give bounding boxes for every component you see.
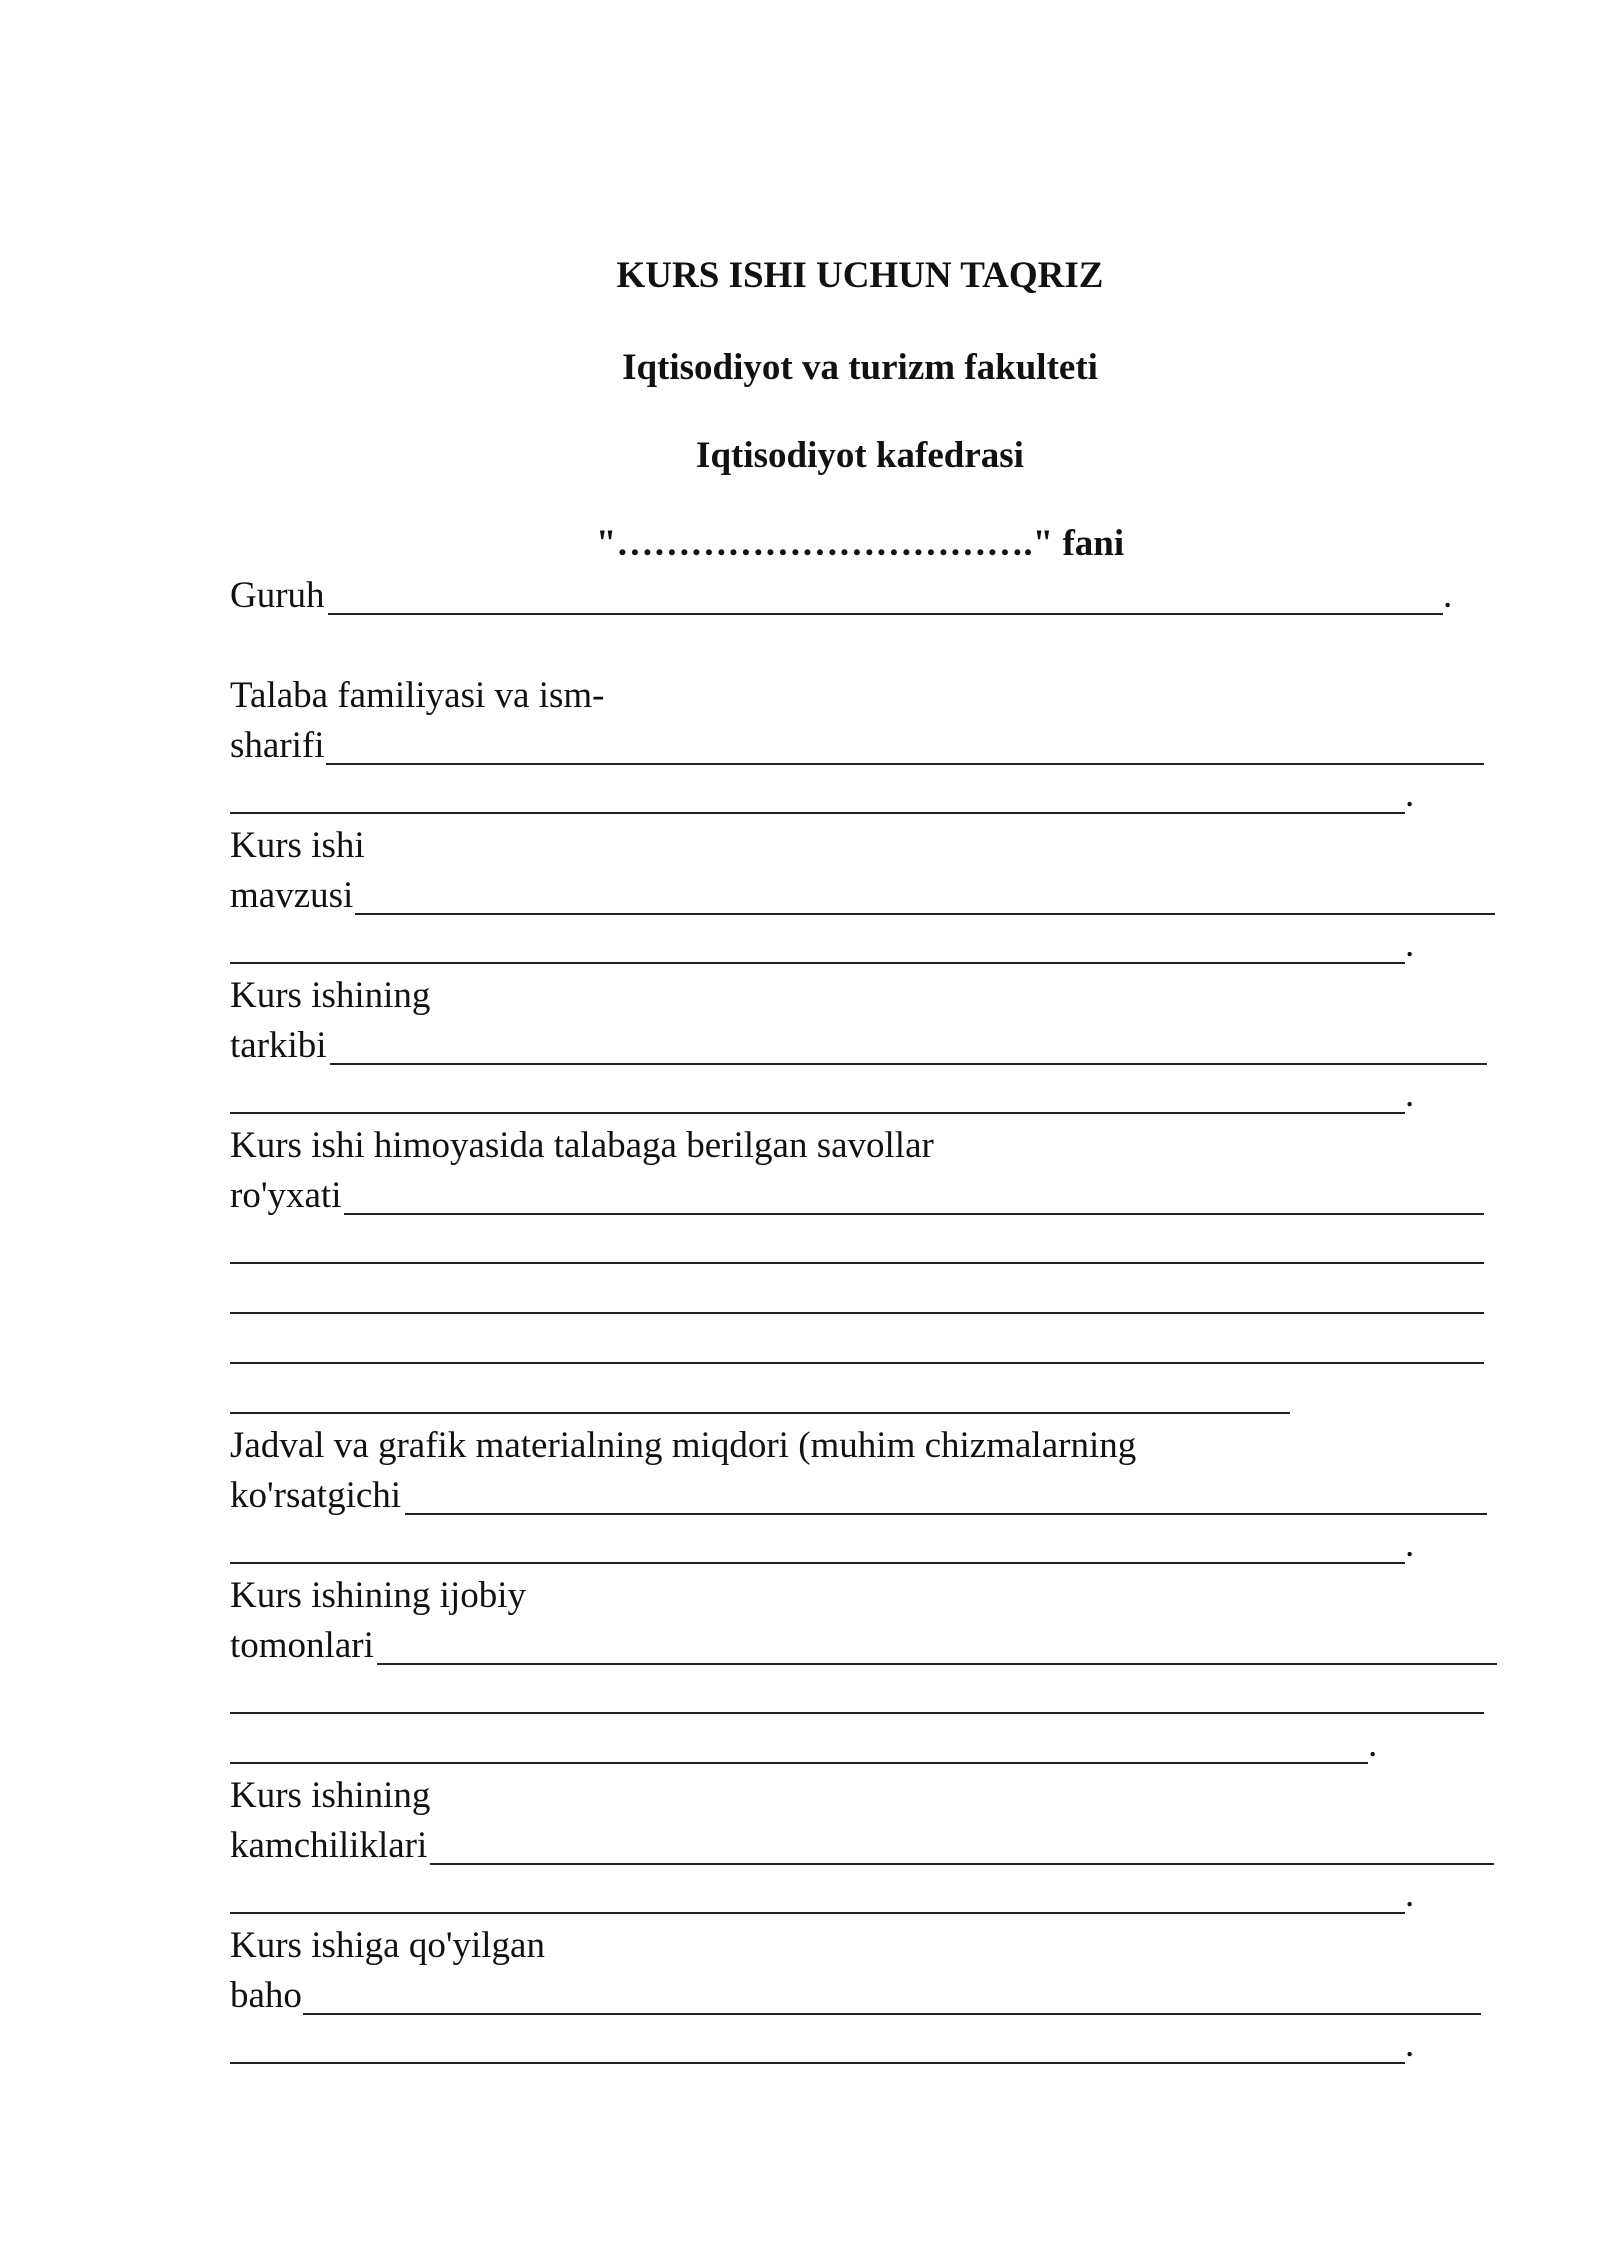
grade-line-end: . xyxy=(1405,2024,1415,2065)
positives-line-3[interactable] xyxy=(230,1762,1368,1764)
tables-label-line1: Jadval va grafik materialning miqdori (muhim chizmalarning xyxy=(230,1425,1137,1466)
department-name: Iqtisodiyot kafedrasi xyxy=(696,435,1024,476)
structure-line-end: . xyxy=(1405,1074,1415,1115)
questions-line-4[interactable] xyxy=(230,1362,1484,1364)
positives-line-2[interactable] xyxy=(230,1712,1484,1714)
structure-label-line1: Kurs ishining xyxy=(230,975,431,1016)
student-line-end: . xyxy=(1405,774,1415,815)
grade-label-line2: baho xyxy=(230,1975,302,2016)
shortcomings-label-line1: Kurs ishining xyxy=(230,1775,431,1816)
topic-line-end: . xyxy=(1405,924,1415,965)
questions-label-line1: Kurs ishi himoyasida talabaga berilgan savollar xyxy=(230,1125,934,1166)
questions-line-3[interactable] xyxy=(230,1312,1484,1314)
tables-label-line2: ko'rsatgichi xyxy=(230,1475,402,1516)
group-line-end: . xyxy=(1443,575,1453,616)
questions-line-5[interactable] xyxy=(230,1412,1290,1414)
faculty-name: Iqtisodiyot va turizm fakulteti xyxy=(622,347,1098,388)
positives-line-1[interactable] xyxy=(377,1663,1497,1665)
structure-label-line2: tarkibi xyxy=(230,1025,327,1066)
student-label-line2: sharifi xyxy=(230,725,325,766)
positives-line-end: . xyxy=(1368,1724,1378,1765)
topic-line-2[interactable] xyxy=(230,962,1405,964)
group-label: Guruh xyxy=(230,575,325,616)
topic-label-line2: mavzusi xyxy=(230,875,354,916)
questions-line-2[interactable] xyxy=(230,1262,1484,1264)
student-name-line-2[interactable] xyxy=(230,812,1405,814)
shortcomings-line-end: . xyxy=(1405,1874,1415,1915)
topic-label-line1: Kurs ishi xyxy=(230,825,365,866)
positives-label-line2: tomonlari xyxy=(230,1625,374,1666)
topic-line-1[interactable] xyxy=(355,913,1495,915)
structure-line-1[interactable] xyxy=(330,1063,1487,1065)
grade-line-1[interactable] xyxy=(303,2013,1481,2015)
grade-line-2[interactable] xyxy=(230,2062,1405,2064)
tables-line-1[interactable] xyxy=(405,1513,1487,1515)
tables-line-end: . xyxy=(1405,1524,1415,1565)
positives-label-line1: Kurs ishining ijobiy xyxy=(230,1575,527,1616)
shortcomings-line-1[interactable] xyxy=(430,1863,1494,1865)
shortcomings-line-2[interactable] xyxy=(230,1912,1405,1914)
student-label-line1: Talaba familiyasi va ism- xyxy=(230,675,605,716)
shortcomings-label-line2: kamchiliklari xyxy=(230,1825,428,1866)
tables-line-2[interactable] xyxy=(230,1562,1405,1564)
student-name-line-1[interactable] xyxy=(326,763,1484,765)
questions-line-1[interactable] xyxy=(344,1213,1484,1215)
structure-line-2[interactable] xyxy=(230,1112,1405,1114)
group-line[interactable] xyxy=(328,613,1443,615)
form-title: KURS ISHI UCHUN TAQRIZ xyxy=(616,255,1104,296)
subject-line: "……………………………." fani xyxy=(595,523,1125,564)
grade-label-line1: Kurs ishiga qo'yilgan xyxy=(230,1925,545,1966)
questions-label-line2: ro'yxati xyxy=(230,1175,342,1216)
